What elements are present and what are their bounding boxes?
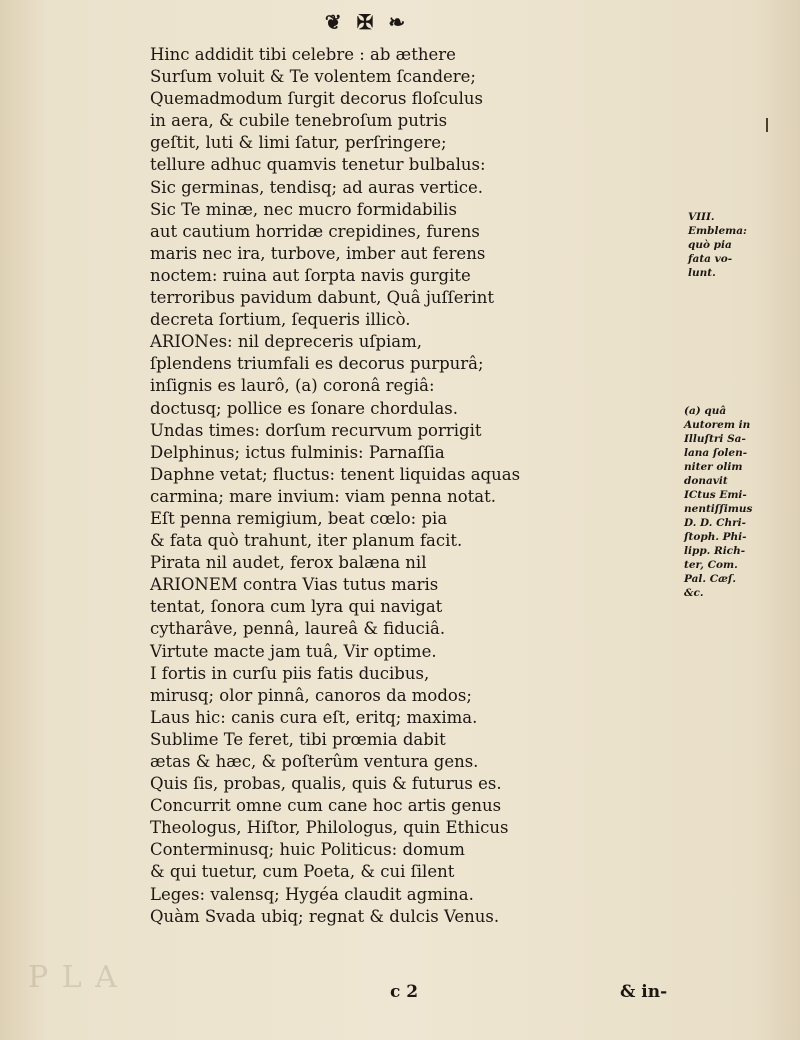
poem-line: ARIONes: nil depreceris uſpiam,	[150, 332, 423, 352]
poem-line: Virtute macte jam tuâ, Vir optime.	[150, 641, 437, 661]
poem-line: Concurrit omne cum cane hoc artis genus	[150, 796, 502, 816]
poem-line: Surſum voluit & Te volentem ſcandere;	[150, 67, 476, 87]
headpiece-ornament: ❦ ✠ ❧	[324, 10, 410, 34]
margin-note-line: Illuſtri Sa-	[684, 433, 746, 445]
margin-note-line: Emblema:	[688, 225, 747, 237]
margin-note-line: VIII.	[688, 211, 715, 223]
margin-tick-mark	[766, 118, 768, 132]
margin-note-line: ter, Com.	[684, 559, 738, 571]
poem-line: Pirata nil audet, ferox balæna nil	[150, 553, 427, 573]
poem-line: mirusq; olor pinnâ, canoros da modos;	[150, 685, 472, 705]
margin-note-footnote	[684, 404, 794, 600]
poem-line: inſignis es laurô, (a) coronâ regiâ:	[150, 376, 435, 396]
poem-line: cytharâve, pennâ, laureâ & fiduciâ.	[150, 619, 446, 639]
poem-line: Quis ſis, probas, qualis, quis & futurus es.	[150, 774, 502, 794]
margin-note-line: Autorem in	[684, 419, 751, 431]
poem-line: noctem: ruina aut ſorpta navis gurgite	[150, 265, 471, 285]
poem-line: Quàm Svada ubiq; regnat & dulcis Venus.	[150, 906, 500, 926]
margin-note-line: (a) quâ	[684, 405, 727, 417]
poem-line: Laus hic: canis cura eſt, eritq; maxima.	[150, 707, 478, 727]
margin-note-line: lipp. Rich-	[684, 545, 746, 557]
poem-text-block	[150, 44, 590, 928]
poem-line: Quemadmodum ſurgit decorus floſculus	[150, 89, 483, 109]
poem-line: terroribus pavidum dabunt, Quâ juſſerint	[150, 288, 494, 308]
poem-line: & qui tuetur, cum Poeta, & cui ſilent	[150, 862, 455, 882]
poem-line: Undas times: dorſum recurvum porrigit	[150, 420, 482, 440]
catchword: & in-	[620, 982, 668, 1002]
poem-line: Sic Te minæ, nec mucro formidabilis	[150, 199, 457, 219]
margin-note-line: nentiſſimus	[684, 503, 753, 515]
poem-line: tellure adhuc quamvis tenetur bulbalus:	[150, 155, 486, 175]
poem-line: ARIONEM contra Vias tutus maris	[150, 575, 439, 595]
poem-line: aut cautium horridæ crepidines, furens	[150, 221, 480, 241]
poem-line: carmina; mare invium: viam penna notat.	[150, 486, 497, 506]
poem-line: Hinc addidit tibi celebre : ab æthere	[150, 45, 456, 64]
poem-line: Sublime Te feret, tibi prœmia dabit	[150, 729, 446, 749]
poem-line: Conterminusq; huic Politicus: domum	[150, 840, 465, 860]
poem-line: Daphne vetat; fluctus: tenent liquidas aquas	[150, 464, 521, 484]
poem-line: ſplendens triumfali es decorus purpurâ;	[150, 354, 484, 374]
bleed-through-text: P L A	[28, 960, 119, 995]
signature-mark: c 2	[390, 982, 419, 1002]
margin-note-line: Pal. Cæſ.	[684, 573, 737, 585]
margin-note-line: ſtoph. Phi-	[684, 531, 747, 543]
margin-note-line: quò pia	[688, 239, 732, 251]
margin-note-line: lunt.	[688, 267, 716, 279]
poem-line: decreta ſortium, ſequeris illicò.	[150, 310, 411, 330]
poem-line: & fata quò trahunt, iter planum facit.	[150, 531, 463, 551]
poem-line: I fortis in curſu piis fatis ducibus,	[150, 663, 430, 683]
poem-line: tentat, ſonora cum lyra qui navigat	[150, 597, 443, 617]
poem-line: Eſt penna remigium, beat cœlo: pia	[150, 508, 448, 528]
poem-line: doctusq; pollice es ſonare chordulas.	[150, 398, 458, 418]
poem-line: Theologus, Hiſtor, Philologus, quin Ethicus	[150, 818, 509, 838]
margin-note-line: lana ſolen-	[684, 447, 748, 459]
margin-note-emblem	[688, 210, 798, 280]
poem-line: Leges: valensq; Hygéa claudit agmina.	[150, 884, 474, 904]
margin-note-line: ICtus Emi-	[684, 489, 747, 501]
margin-note-line: &c.	[684, 587, 704, 599]
poem-line: Delphinus; ictus fulminis: Parnaſſia	[150, 442, 445, 462]
margin-note-line: donavit	[684, 475, 728, 487]
margin-note-line: D. D. Chri-	[684, 517, 746, 529]
poem-line: maris nec ira, turbove, imber aut ferens	[150, 243, 486, 263]
margin-note-line: niter olim	[684, 461, 743, 473]
poem-line: geſtit, luti & limi ſatur, perſringere;	[150, 133, 447, 153]
margin-note-line: fata vo-	[688, 253, 733, 265]
poem-line: ætas & hæc, & poſterûm ventura gens.	[150, 752, 479, 771]
poem-line: Sic germinas, tendisq; ad auras vertice.	[150, 177, 483, 197]
poem-line: in aera, & cubile tenebroſum putris	[150, 111, 448, 131]
